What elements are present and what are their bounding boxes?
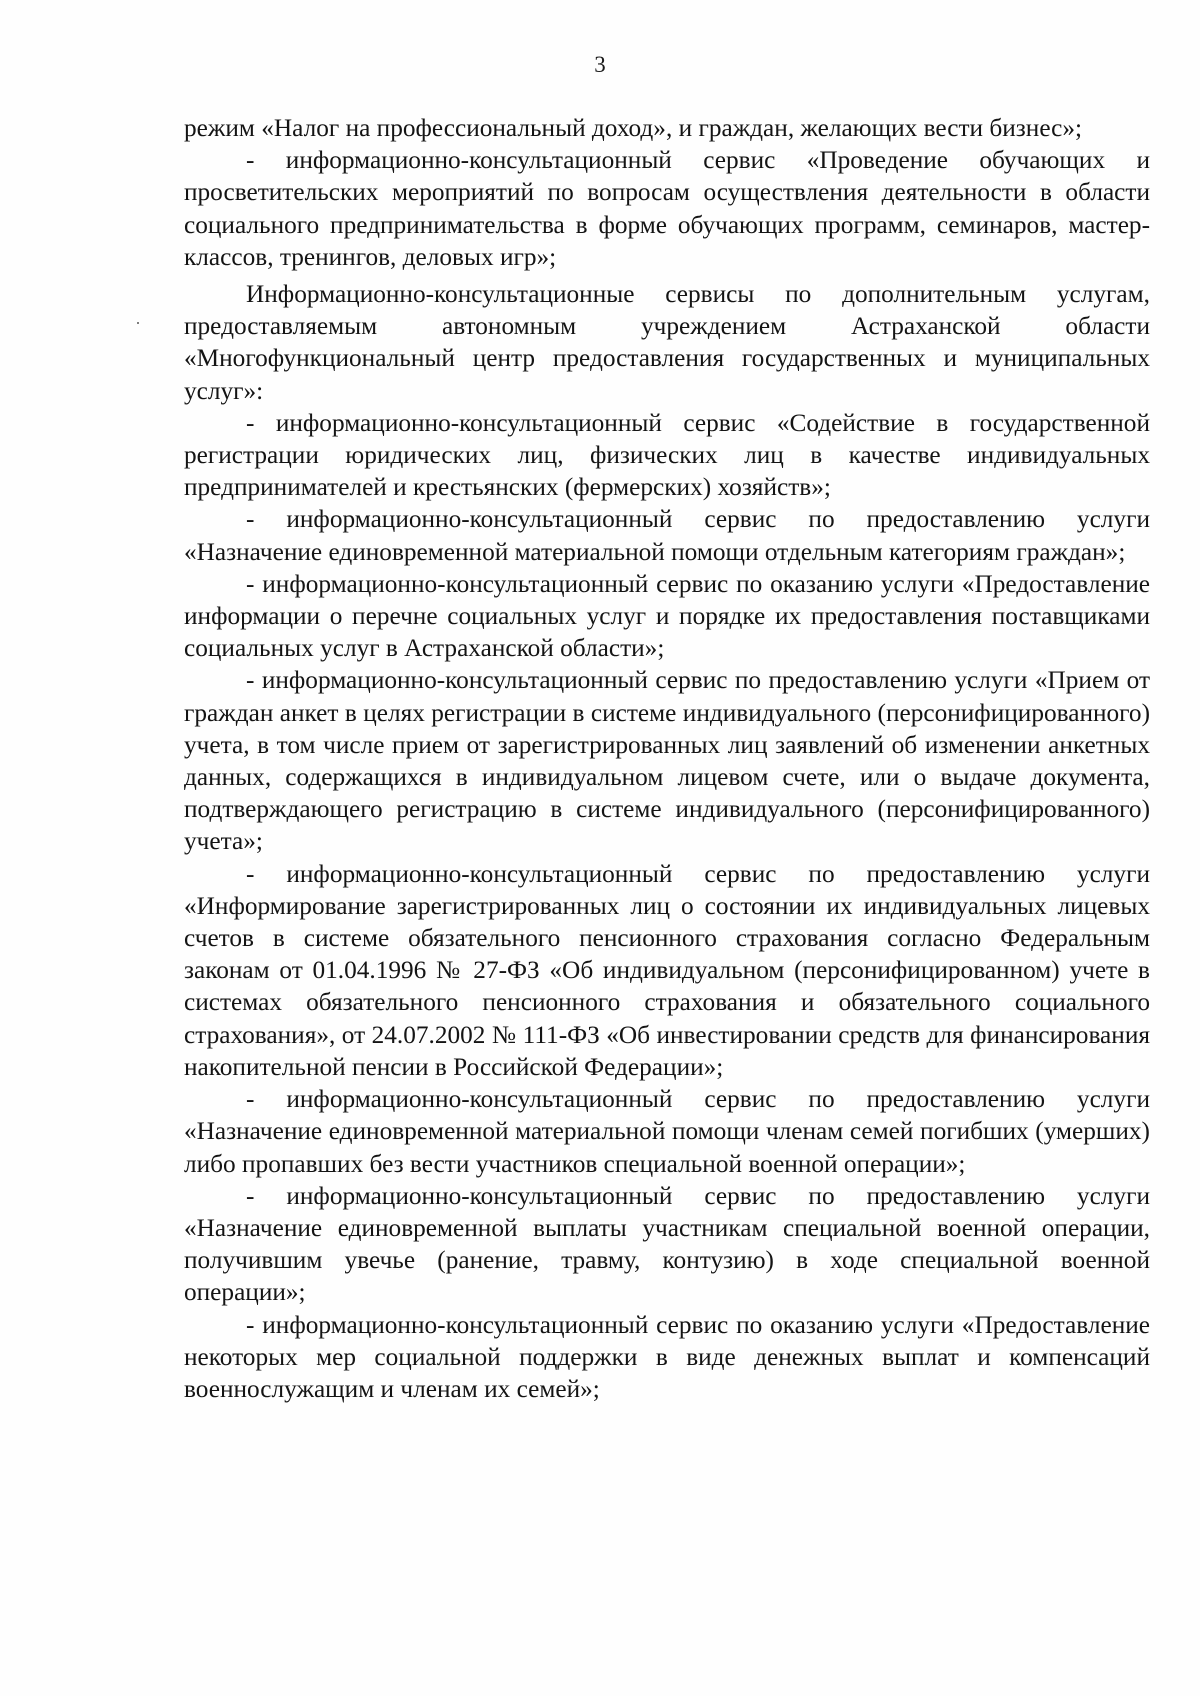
document-body [184, 112, 1150, 1405]
page-number: 3 [594, 52, 606, 77]
paragraph-mfc-services-intro: Информационно-консультационные сервисы по дополнительным услугам, предоставляемым автономным учреждением Астраханской области «Многофункциональный центр предоставления государственных и муниципальных услуг»: [184, 280, 1150, 405]
paragraph-injury-payment-service: - информационно-консультационный сервис по предоставлению услуги «Назначение единовременной выплаты участникам специальной военной операции, получившим увечье (ранение, травму, контузию) в ходе специальной военной операции»; [184, 1181, 1150, 1307]
paragraph-material-aid-service: - информационно-консультационный сервис по предоставлению услуги «Назначение единовременной материальной помощи отдельным категориям граждан»; [184, 505, 1150, 566]
paragraph-registration-assistance-service: - информационно-консультационный сервис «Содействие в государственной регистрации юридических лиц, физических лиц в качестве индивидуальных предпринимателей и крестьянских (фермерских) хозяйств»; [184, 408, 1150, 502]
paragraph-educational-events-service: - информационно-консультационный сервис «Проведение обучающих и просветительских мероприятий по вопросам осуществления деятельности в области социального предпринимательства в форме обучающих программ, семинаров, мастер-классов, тренингов, деловых игр»; [184, 146, 1150, 271]
paragraph-continuation: режим «Налог на профессиональный доход», и граждан, желающих вести бизнес»; [184, 114, 1083, 142]
paragraph-military-support-service: - информационно-консультационный сервис по оказанию услуги «Предоставление некоторых мер социальной поддержки в виде денежных выплат и компенсаций военнослужащим и членам их семей»; [184, 1310, 1150, 1403]
paragraph-pension-accounts-info-service: - информационно-консультационный сервис по предоставлению услуги «Информирование зарегистрированных лиц о состоянии их индивидуальных лицевых счетов в системе обязательного пенсионного страхования согласно Федеральным законам от 01.04.1996 № 27-ФЗ «Об индивидуальном (персонифицированном) учете в системах обязательного пенсионного страхования и обязательного социального страхования», от 24.07.2002 № 111-ФЗ «Об инвестировании средств для финансирования накопительной пенсии в Российской Федерации»; [184, 859, 1150, 1081]
paragraph-social-services-info: - информационно-консультационный сервис по оказанию услуги «Предоставление информации о перечне социальных услуг и порядке их предоставления поставщиками социальных услуг в Астраханской области»; [184, 569, 1150, 663]
paragraph-personified-accounting-service: - информационно-консультационный сервис по предоставлению услуги «Прием от граждан анкет в целях регистрации в системе индивидуального (персонифицированного) учета, в том числе прием от зарегистрированных лиц заявлений об изменении анкетных данных, содержащихся в индивидуальном лицевом счете, или о выдаче документа, подтверждающего регистрацию в системе индивидуального (персонифицированного) учета»; [184, 666, 1150, 856]
scan-artifact-dot [137, 322, 139, 324]
paragraph-aid-families-service: - информационно-консультационный сервис по предоставлению услуги «Назначение единовременной материальной помощи членам семей погибших (умерших) либо пропавших без вести участников специальной военной операции»; [184, 1085, 1150, 1178]
